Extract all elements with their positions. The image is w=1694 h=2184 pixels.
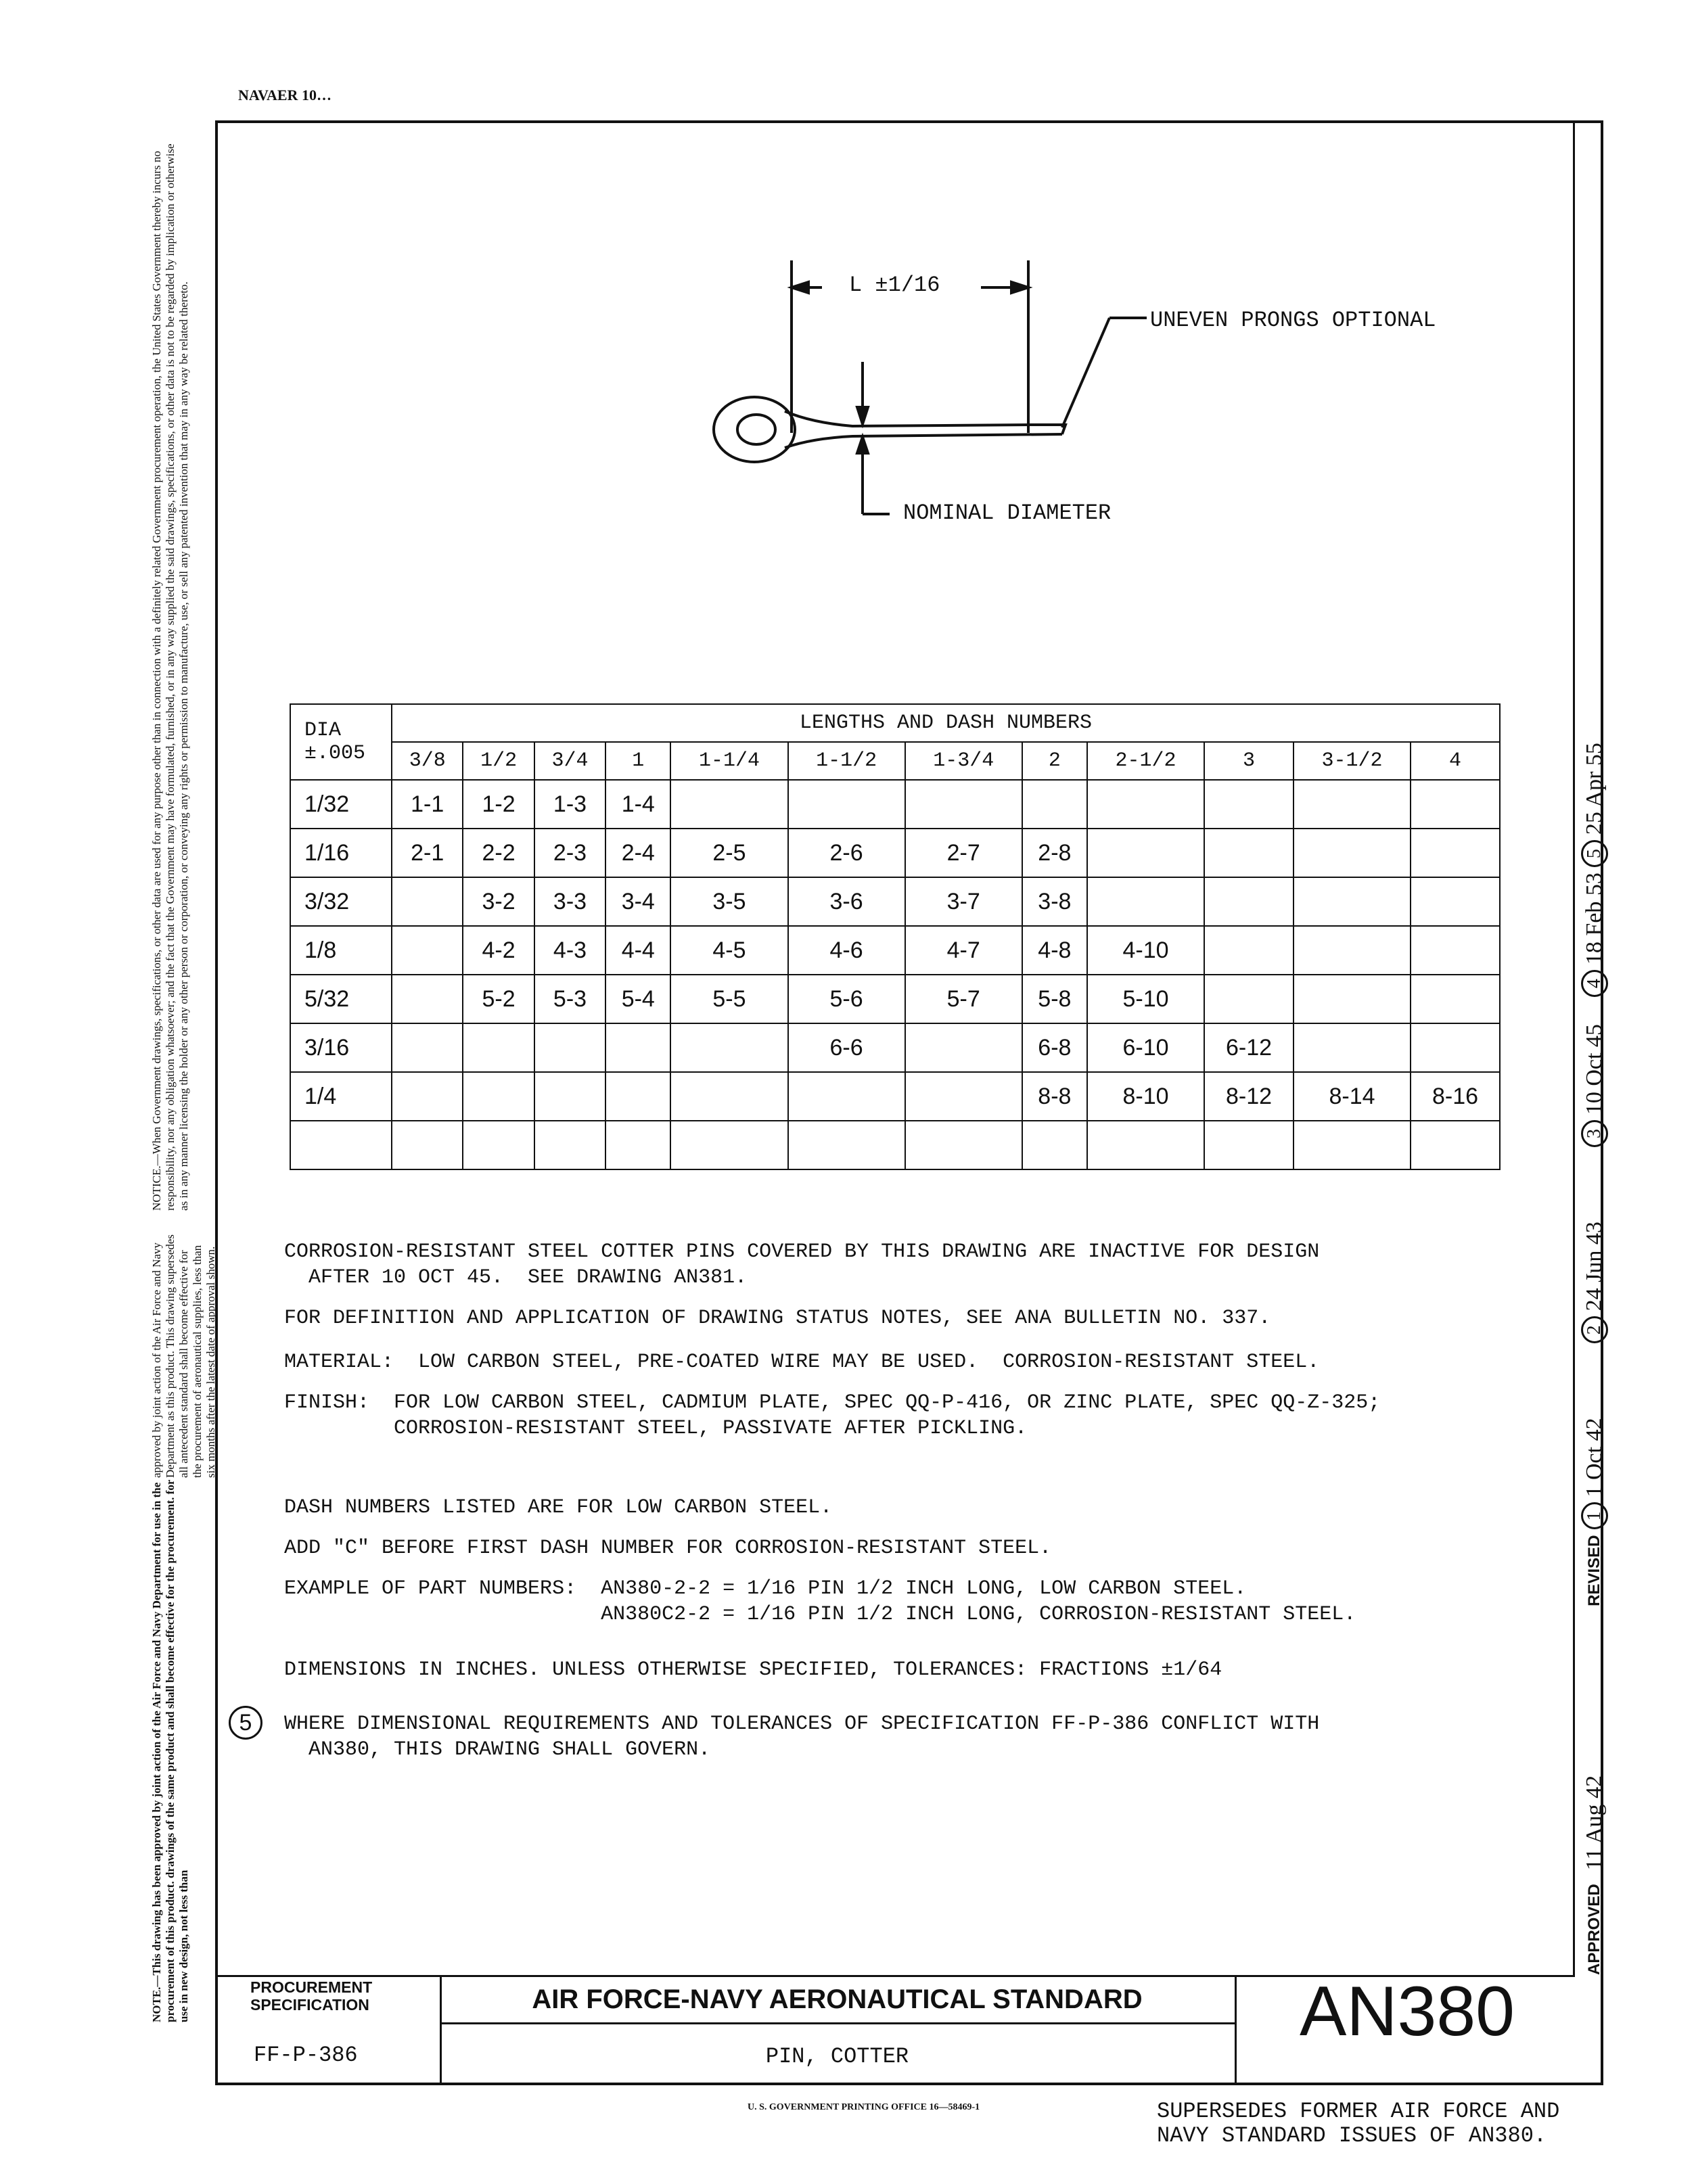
dash-number-cell: 1-2 xyxy=(463,780,534,829)
table-row xyxy=(290,829,1500,877)
dash-number-cell: 5-2 xyxy=(463,975,534,1023)
revision-5-marker: 5 xyxy=(229,1706,262,1740)
dash-number-cell xyxy=(1294,1023,1411,1072)
dash-number-cell xyxy=(1411,877,1500,926)
dash-number-cell: 2-8 xyxy=(1022,829,1087,877)
dash-number-cell xyxy=(905,1072,1022,1121)
dash-number-cell: 8-8 xyxy=(1022,1072,1087,1121)
dash-number-cell xyxy=(1411,926,1500,975)
dash-number-cell xyxy=(392,877,463,926)
length-header: 2 xyxy=(1022,742,1087,780)
dash-number-cell: 8-14 xyxy=(1294,1072,1411,1121)
dia-cell: 3/16 xyxy=(290,1023,392,1072)
dash-number-cell xyxy=(905,1023,1022,1072)
dash-number-cell xyxy=(1411,1121,1500,1169)
dash-number-cell xyxy=(1022,780,1087,829)
diameter-arrowhead-bottom xyxy=(857,437,868,453)
revision-date: 24 Jun 43 xyxy=(1582,1222,1607,1311)
table-row xyxy=(290,1072,1500,1121)
part-name: PIN, COTTER xyxy=(765,2044,909,2069)
length-header: 3/8 xyxy=(392,742,463,780)
dash-number-cell: 2-1 xyxy=(392,829,463,877)
dash-number-cell: 2-3 xyxy=(534,829,605,877)
length-header: 1-3/4 xyxy=(905,742,1022,780)
government-notice: NOTICE.—When Government drawings, specifications, or other data are used for any purpose other than in connection with a definitely related Government procurement operation, the United States Government thereby incurs no responsibility, nor any obligation whatsoever; and the fact that the Government may have formulated, furnished, or in any way supplied the said drawings, specifications, or other data is not to be regarded by implication or otherwise as in any manner licensing the holder or any other person or corporation, or conveying any rights or permission to manufacture, use, or sell any patented invention that may in any way be related thereto. xyxy=(150,143,190,1211)
dash-number-cell xyxy=(670,1023,787,1072)
length-header: 4 xyxy=(1411,742,1500,780)
supersedes-note: SUPERSEDES FORMER AIR FORCE AND NAVY STANDARD ISSUES OF AN380. xyxy=(1157,2099,1560,2148)
dash-number-cell: 4-5 xyxy=(670,926,787,975)
dia-tolerance: ±.005 xyxy=(304,742,366,765)
dash-number-cell: 1-1 xyxy=(392,780,463,829)
dash-number-cell: 3-2 xyxy=(463,877,534,926)
length-header: 1-1/2 xyxy=(788,742,905,780)
prongs-label: UNEVEN PRONGS OPTIONAL xyxy=(1150,308,1436,333)
note-inactive: CORROSION-RESISTANT STEEL COTTER PINS COVERED BY THIS DRAWING ARE INACTIVE FOR DESIGN AFTER 10 OCT 45. SEE DRAWING AN381. xyxy=(284,1240,1320,1289)
dash-number-cell xyxy=(1204,1121,1294,1169)
dash-number-cell: 4-4 xyxy=(605,926,670,975)
length-header-row xyxy=(290,742,1500,780)
dash-number-cell: 8-16 xyxy=(1411,1072,1500,1121)
header-mark: NAVAER 10… xyxy=(238,87,331,103)
dash-number-cell: 8-10 xyxy=(1087,1072,1204,1121)
dash-number-cell: 5-4 xyxy=(605,975,670,1023)
dash-number-cell xyxy=(1411,780,1500,829)
dia-cell: 5/32 xyxy=(290,975,392,1023)
dia-cell: 3/32 xyxy=(290,877,392,926)
revision-date: 25 Apr 55 xyxy=(1582,743,1607,835)
dim-arrow-right xyxy=(1011,282,1028,293)
table-row xyxy=(290,877,1500,926)
revision-date: 1 Oct 42 xyxy=(1582,1418,1607,1497)
dash-number-cell: 2-5 xyxy=(670,829,787,877)
dash-number-cell: 2-7 xyxy=(905,829,1022,877)
dia-cell: 1/8 xyxy=(290,926,392,975)
dia-header-cell xyxy=(290,704,392,780)
dia-cell: 1/4 xyxy=(290,1072,392,1121)
standard-title: AIR FORCE-NAVY AERONAUTICAL STANDARD xyxy=(532,1984,1143,2014)
dash-number-cell: 3-3 xyxy=(534,877,605,926)
title-block-midline xyxy=(440,2022,1235,2024)
note-dash-listed: DASH NUMBERS LISTED ARE FOR LOW CARBON STEEL. xyxy=(284,1496,833,1519)
dash-number-cell xyxy=(905,1121,1022,1169)
length-header: 3-1/2 xyxy=(1294,742,1411,780)
approved-date: 11 Aug 42 xyxy=(1582,1775,1607,1871)
dash-number-cell xyxy=(788,1121,905,1169)
standard-number: AN380 xyxy=(1300,1972,1515,2051)
dash-number-cell: 4-7 xyxy=(905,926,1022,975)
dash-number-cell xyxy=(788,780,905,829)
dash-number-cell: 5-3 xyxy=(534,975,605,1023)
dia-cell xyxy=(290,1121,392,1169)
revision-number: 5 xyxy=(1581,840,1608,867)
dash-number-cell xyxy=(534,1072,605,1121)
length-label: L ±1/16 xyxy=(849,273,940,298)
revised-label: REVISED xyxy=(1585,1535,1603,1606)
table-row xyxy=(290,1121,1500,1169)
dash-number-cell xyxy=(1204,877,1294,926)
dash-number-cell: 5-10 xyxy=(1087,975,1204,1023)
pin-prong-bottom xyxy=(785,434,1062,448)
revision-number: 3 xyxy=(1581,1120,1608,1147)
dash-number-cell: 6-10 xyxy=(1087,1023,1204,1072)
dia-cell: 1/32 xyxy=(290,780,392,829)
dash-number-cell xyxy=(1204,975,1294,1023)
pin-prong-top xyxy=(785,411,1035,426)
dash-number-cell xyxy=(1294,780,1411,829)
dash-number-cell xyxy=(392,1023,463,1072)
dash-number-cell: 6-12 xyxy=(1204,1023,1294,1072)
dash-number-cell: 3-6 xyxy=(788,877,905,926)
revision-date: 18 Feb 53 xyxy=(1582,873,1607,965)
dash-number-cell xyxy=(1294,1121,1411,1169)
procurement-spec-label: PROCUREMENT SPECIFICATION xyxy=(250,1978,373,2014)
length-header: 1-1/4 xyxy=(670,742,787,780)
dash-number-cell: 1-3 xyxy=(534,780,605,829)
dash-number-cell xyxy=(1294,829,1411,877)
dash-number-cell xyxy=(605,1023,670,1072)
dash-number-cell: 3-4 xyxy=(605,877,670,926)
revision-number: 1 xyxy=(1581,1503,1608,1530)
dash-number-cell: 4-6 xyxy=(788,926,905,975)
dash-number-cell xyxy=(1204,926,1294,975)
dash-number-table xyxy=(290,703,1501,1170)
revision-strip xyxy=(1580,595,1609,1975)
dash-number-cell: 2-2 xyxy=(463,829,534,877)
note-dimensions: DIMENSIONS IN INCHES. UNLESS OTHERWISE SPECIFIED, TOLERANCES: FRACTIONS ±1/64 xyxy=(284,1658,1222,1681)
title-block-divider xyxy=(1235,1975,1237,2085)
pin-eye-outer xyxy=(714,397,795,462)
dash-number-cell: 8-12 xyxy=(1204,1072,1294,1121)
dash-number-cell: 5-7 xyxy=(905,975,1022,1023)
note-example: EXAMPLE OF PART NUMBERS: AN380-2-2 = 1/16 PIN 1/2 INCH LONG, LOW CARBON STEEL. AN380C2-2 = 1/16 PIN 1/2 INCH LONG, CORROSION-RESISTANT STEEL. xyxy=(284,1577,1356,1626)
dia-cell: 1/16 xyxy=(290,829,392,877)
dash-number-cell: 3-7 xyxy=(905,877,1022,926)
note-where: WHERE DIMENSIONAL REQUIREMENTS AND TOLERANCES OF SPECIFICATION FF-P-386 CONFLICT WITH AN380, THIS DRAWING SHALL GOVERN. xyxy=(284,1713,1320,1761)
dash-number-cell: 4-10 xyxy=(1087,926,1204,975)
revision-number: 4 xyxy=(1581,970,1608,997)
dash-number-cell xyxy=(392,926,463,975)
table-row xyxy=(290,1023,1500,1072)
approval-notice: approved by joint action of the Air Force and Navy Department as this product. This drawing supersedes all antecedent standard shall become effective for the procurement of aeronautical supplies, less than six months after the latest date of approval shown. xyxy=(150,1234,217,1478)
dash-number-cell: 3-5 xyxy=(670,877,787,926)
dash-number-cell xyxy=(670,1072,787,1121)
dash-number-cell xyxy=(1087,1121,1204,1169)
printing-office-line: U. S. GOVERNMENT PRINTING OFFICE 16—58469-1 xyxy=(748,2102,980,2112)
dash-number-cell xyxy=(1294,926,1411,975)
dash-number-cell xyxy=(605,1121,670,1169)
dash-number-cell xyxy=(605,1072,670,1121)
dash-number-cell: 4-8 xyxy=(1022,926,1087,975)
dash-number-cell: 4-2 xyxy=(463,926,534,975)
cotter-pin-diagram xyxy=(697,250,1475,534)
table-row xyxy=(290,975,1500,1023)
length-header: 1/2 xyxy=(463,742,534,780)
dash-number-cell: 1-4 xyxy=(605,780,670,829)
dash-number-cell xyxy=(463,1121,534,1169)
dash-number-cell xyxy=(1411,829,1500,877)
revision-number: 2 xyxy=(1581,1316,1608,1343)
note-material: MATERIAL: LOW CARBON STEEL, PRE-COATED WIRE MAY BE USED. CORROSION-RESISTANT STEEL. xyxy=(284,1351,1320,1374)
table-body xyxy=(290,780,1500,1169)
dash-number-cell xyxy=(463,1023,534,1072)
dash-number-cell xyxy=(534,1121,605,1169)
revision-date: 10 Oct 45 xyxy=(1582,1024,1607,1115)
note-finish: FINISH: FOR LOW CARBON STEEL, CADMIUM PLATE, SPEC QQ-P-416, OR ZINC PLATE, SPEC QQ-Z-325; CORROSION-RESISTANT STEEL, PASSIVATE AFTER PICKLING. xyxy=(284,1391,1381,1440)
dash-number-cell: 6-8 xyxy=(1022,1023,1087,1072)
dash-number-cell xyxy=(1294,877,1411,926)
dash-number-cell xyxy=(670,1121,787,1169)
revision-strip-divider xyxy=(1573,123,1575,1976)
prongs-leader xyxy=(1062,318,1109,427)
dash-number-cell: 5-6 xyxy=(788,975,905,1023)
dash-number-cell xyxy=(392,1072,463,1121)
dash-number-cell xyxy=(1204,829,1294,877)
dash-number-cell: 4-3 xyxy=(534,926,605,975)
lengths-group-header: LENGTHS AND DASH NUMBERS xyxy=(392,704,1500,742)
dash-number-cell: 2-6 xyxy=(788,829,905,877)
dash-number-cell xyxy=(1087,829,1204,877)
dash-number-cell: 6-6 xyxy=(788,1023,905,1072)
dash-number-cell xyxy=(670,780,787,829)
note-definition: FOR DEFINITION AND APPLICATION OF DRAWING STATUS NOTES, SEE ANA BULLETIN NO. 337. xyxy=(284,1307,1271,1330)
dash-number-cell xyxy=(1022,1121,1087,1169)
length-header: 3/4 xyxy=(534,742,605,780)
diameter-label: NOMINAL DIAMETER xyxy=(903,501,1112,526)
table-row xyxy=(290,780,1500,829)
dash-number-cell xyxy=(1411,975,1500,1023)
dash-number-cell xyxy=(1294,975,1411,1023)
diameter-arrowhead-top xyxy=(857,407,868,424)
dash-number-cell xyxy=(905,780,1022,829)
dash-number-cell xyxy=(463,1072,534,1121)
dash-number-cell xyxy=(1411,1023,1500,1072)
approved-label: APPROVED xyxy=(1585,1884,1603,1975)
dash-number-cell xyxy=(534,1023,605,1072)
procurement-spec-number: FF-P-386 xyxy=(254,2043,358,2068)
dash-number-cell xyxy=(788,1072,905,1121)
dash-number-cell xyxy=(1087,877,1204,926)
dash-number-cell: 2-4 xyxy=(605,829,670,877)
dim-arrow-left xyxy=(792,282,808,293)
dash-number-cell: 5-8 xyxy=(1022,975,1087,1023)
dash-number-cell xyxy=(1087,780,1204,829)
length-header: 1 xyxy=(605,742,670,780)
dash-number-cell xyxy=(392,1121,463,1169)
dia-header: DIA xyxy=(304,719,342,742)
pin-prong-ends xyxy=(1035,425,1066,434)
length-header: 3 xyxy=(1204,742,1294,780)
procurement-note: NOTE.—This drawing has been approved by joint action of the Air Force and Navy Department for use in the procurement of this product. drawings of the same product and shall become effective for the procurement. for use in new design, not less than xyxy=(150,1479,190,2022)
length-header: 2-1/2 xyxy=(1087,742,1204,780)
dash-number-cell xyxy=(392,975,463,1023)
dash-number-cell: 5-5 xyxy=(670,975,787,1023)
dash-number-cell: 3-8 xyxy=(1022,877,1087,926)
dash-number-cell xyxy=(1204,780,1294,829)
note-add-c: ADD "C" BEFORE FIRST DASH NUMBER FOR CORROSION-RESISTANT STEEL. xyxy=(284,1537,1052,1560)
pin-eye-inner xyxy=(737,415,775,444)
table-row xyxy=(290,926,1500,975)
